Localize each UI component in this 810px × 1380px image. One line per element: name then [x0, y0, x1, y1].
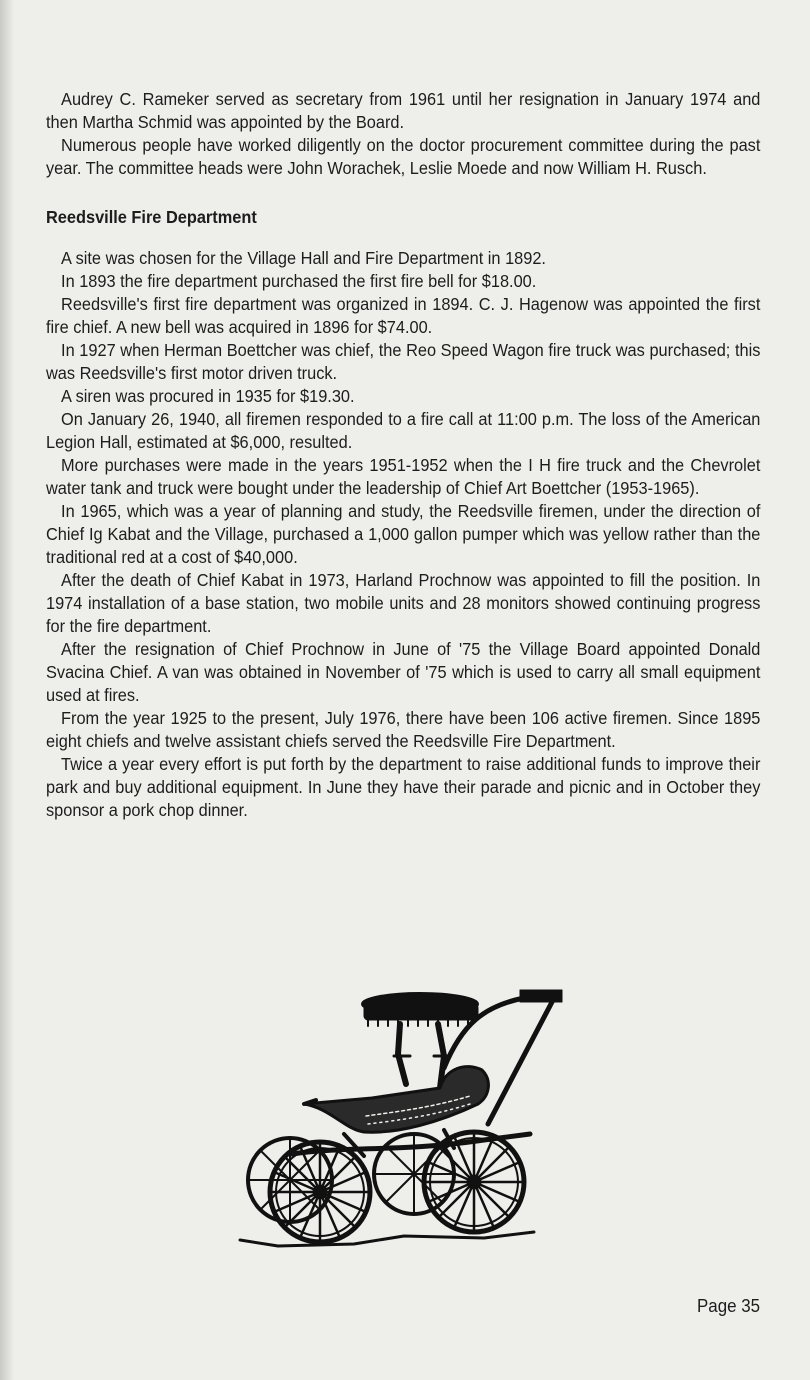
page-body: [46, 88, 760, 822]
paragraph: Audrey C. Rameker served as secretary from 1961 until her resignation in January 1974 and then Martha Schmid was appointed by the Board.: [46, 89, 761, 132]
antique-carriage-icon: [234, 984, 568, 1252]
paragraph: Reedsville's first fire department was organized in 1894. C. J. Hagenow was appointed the first fire chief. A new bell was acquired in 1896 for $74.00.: [46, 294, 761, 337]
section-heading: Reedsville Fire Department: [46, 207, 257, 227]
paragraph: Numerous people have worked diligently on the doctor procurement committee during the past year. The committee heads were John Worachek, Leslie Moede and now William H. Rusch.: [46, 135, 761, 178]
paragraph: Twice a year every effort is put forth by the department to raise additional funds to improve their park and buy additional equipment. In June they have their parade and picnic and in October they sponsor a pork chop dinner.: [46, 754, 761, 820]
paragraph: A siren was procured in 1935 for $19.30.: [61, 386, 355, 406]
paragraph: A site was chosen for the Village Hall and Fire Department in 1892.: [61, 248, 546, 268]
paragraph: More purchases were made in the years 1951-1952 when the I H fire truck and the Chevrolet water tank and truck were bought under the leadership of Chief Art Boettcher (1953-1965).: [46, 455, 761, 498]
page-edge-shadow: [0, 0, 14, 1380]
paragraph: In 1965, which was a year of planning and study, the Reedsville firemen, under the direction of Chief Ig Kabat and the Village, purchased a 1,000 gallon pumper which was yellow rather than the traditional red at a cost of $40,000.: [46, 501, 761, 567]
paragraph: After the death of Chief Kabat in 1973, Harland Prochnow was appointed to fill the position. In 1974 installation of a base station, two mobile units and 28 monitors showed continuing progress for the fire department.: [46, 570, 761, 636]
paragraph: From the year 1925 to the present, July 1976, there have been 106 active firemen. Since 1895 eight chiefs and twelve assistant chiefs served the Reedsville Fire Department.: [46, 708, 761, 751]
spacer: [46, 180, 760, 192]
paragraph: In 1927 when Herman Boettcher was chief, the Reo Speed Wagon fire truck was purchased; this was Reedsville's first motor driven truck.: [46, 340, 761, 383]
paragraph: In 1893 the fire department purchased the first fire bell for $18.00.: [61, 271, 537, 291]
paragraph: On January 26, 1940, all firemen responded to a fire call at 11:00 p.m. The loss of the American Legion Hall, estimated at $6,000, resulted.: [46, 409, 761, 452]
page-number: Page 35: [697, 1296, 761, 1316]
paragraph: After the resignation of Chief Prochnow in June of '75 the Village Board appointed Donald Svacina Chief. A van was obtained in November of '75 which is used to carry all small equipment used at fires.: [46, 639, 761, 705]
